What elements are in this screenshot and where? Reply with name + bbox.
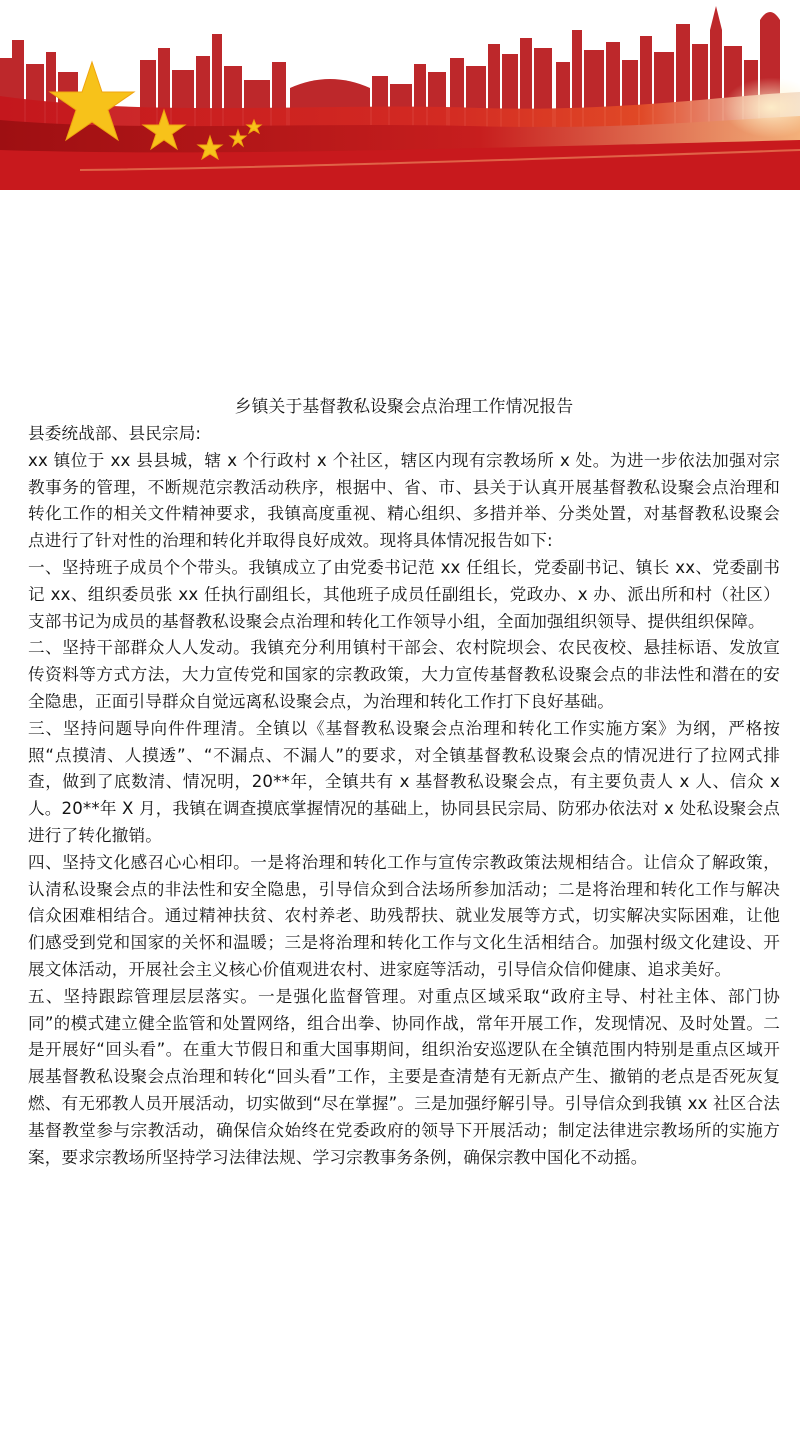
report-document — [28, 392, 780, 1171]
paragraph-intro: xx 镇位于 xx 县县城，辖 x 个行政村 x 个社区，辖区内现有宗教场所 x 处。为进一步依法加强对宗教事务的管理，不断规范宗教活动秩序，根据中、省、市、县关于认真开展基督教私设聚会点治理和转化工作的相关文件精神要求，我镇高度重视、精心组织、多措并举、分类处置，对基督教私设聚会点进行了针对性的治理和转化并取得良好成效。现将具体情况报告如下: — [28, 450, 780, 551]
salutation: 县委统战部、县民宗局: — [28, 424, 202, 443]
document-title: 乡镇关于基督教私设聚会点治理工作情况报告 — [234, 396, 574, 416]
header-banner — [0, 0, 800, 190]
paragraph-section-1: 一、坚持班子成员个个带头。我镇成立了由党委书记范 xx 任组长，党委副书记、镇长 xx、党委副书记 xx、组织委员张 xx 任执行副组长，其他班子成员任副组长，党政办、x 办、派出所和村（社区）支部书记为成员的基督教私设聚会点治理和转化工作领导小组，全面加强组织领导、提供组织保障。 — [28, 557, 780, 631]
paragraph-section-3: 三、坚持问题导向件件理清。全镇以《基督教私设聚会点治理和转化工作实施方案》为纲，严格按照“点摸清、人摸透”、“不漏点、不漏人”的要求，对全镇基督教私设聚会点的情况进行了拉网式排查，做到了底数清、情况明，20**年，全镇共有 x 基督教私设聚会点，有主要负责人 x 人、信众 x 人。20**年 X 月，我镇在调查摸底掌握情况的基础上，协同县民宗局、防邪办依法对 x 处私设聚会点进行了转化撤销。 — [28, 718, 780, 845]
paragraph-section-4: 四、坚持文化感召心心相印。一是将治理和转化工作与宣传宗教政策法规相结合。让信众了解政策，认清私设聚会点的非法性和安全隐患，引导信众到合法场所参加活动；二是将治理和转化工作与解决信众困难相结合。通过精神扶贫、农村养老、助残帮扶、就业发展等方式，切实解决实际困难，让他们感受到党和国家的关怀和温暖；三是将治理和转化工作与文化生活相结合。加强村级文化建设、开展文体活动，开展社会主义核心价值观进农村、进家庭等活动，引导信众信仰健康、追求美好。 — [28, 852, 780, 979]
paragraph-section-5: 五、坚持跟踪管理层层落实。一是强化监督管理。对重点区域采取“政府主导、村社主体、部门协同”的模式建立健全监管和处置网络，组合出拳、协同作战，常年开展工作，发现情况、及时处置。二是开展好“回头看”。在重大节假日和重大国事期间，组织治安巡逻队在全镇范围内特别是重点区域开展基督教私设聚会点治理和转化“回头看”工作，主要是查清楚有无新点产生、撤销的老点是否死灰复燃、有无邪教人员开展活动，切实做到“尽在掌握”。三是加强纾解引导。引导信众到我镇 xx 社区合法基督教堂参与宗教活动，确保信众始终在党委政府的领导下开展活动；制定法律进宗教场所的实施方案，要求宗教场所坚持学习法律法规、学习宗教事务条例，确保宗教中国化不动摇。 — [28, 986, 780, 1167]
paragraph-section-2: 二、坚持干部群众人人发动。我镇充分利用镇村干部会、农村院坝会、农民夜校、悬挂标语、发放宣传资料等方式方法，大力宣传党和国家的宗教政策，大力宣传基督教私设聚会点的非法性和潜在的安全隐患，正面引导群众自觉远离私设聚会点，为治理和转化工作打下良好基础。 — [28, 638, 780, 711]
banner-graphic — [0, 0, 800, 190]
